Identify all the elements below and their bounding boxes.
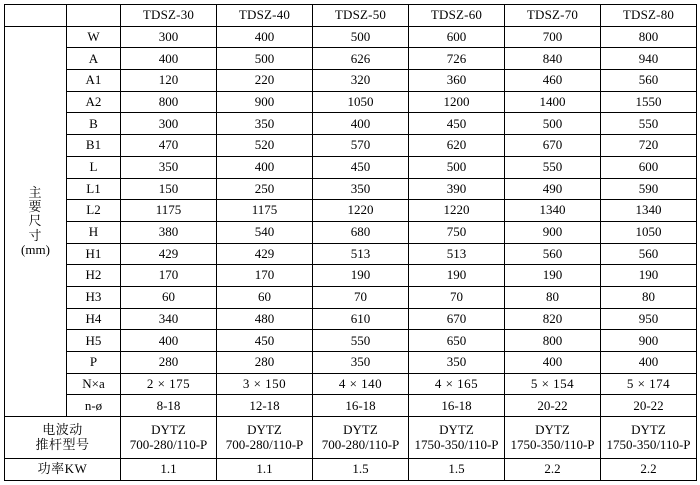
table-row	[5, 200, 697, 222]
cell-value: 400	[313, 113, 409, 135]
cell-value: 750	[409, 221, 505, 243]
cell-value: 2 × 175	[121, 373, 217, 395]
table-row	[5, 156, 697, 178]
power-row	[5, 459, 697, 481]
param-name: L	[67, 156, 121, 178]
cell-value: 250	[217, 178, 313, 200]
actuator-value-line2: 700-280/110-P	[129, 436, 208, 452]
actuator-row-label	[5, 417, 121, 459]
cell-value: 840	[505, 48, 601, 70]
table-row	[5, 221, 697, 243]
cell-value: 20-22	[505, 395, 601, 417]
table-row	[5, 395, 697, 417]
cell-value: 429	[121, 243, 217, 265]
cell-value: 940	[601, 48, 697, 70]
actuator-value-line1: DYTZ	[247, 422, 282, 438]
cell-value: 280	[217, 352, 313, 374]
cell-value: 360	[409, 70, 505, 92]
cell-value: 600	[601, 156, 697, 178]
model-header-1: TDSZ-30	[121, 5, 217, 27]
cell-value: 560	[601, 243, 697, 265]
cell-value: 590	[601, 178, 697, 200]
cell-value: 540	[217, 221, 313, 243]
param-name: H	[67, 221, 121, 243]
cell-value: 800	[121, 91, 217, 113]
cell-value: 400	[217, 156, 313, 178]
table-row	[5, 70, 697, 92]
cell-value: 4 × 140	[313, 373, 409, 395]
table-row	[5, 26, 697, 48]
cell-value: 16-18	[409, 395, 505, 417]
cell-value: 400	[121, 48, 217, 70]
cell-value: 400	[601, 352, 697, 374]
param-name: L2	[67, 200, 121, 222]
cell-value: 16-18	[313, 395, 409, 417]
param-name: H5	[67, 330, 121, 352]
actuator-value	[217, 417, 313, 459]
cell-value: 900	[505, 221, 601, 243]
cell-value: 190	[505, 265, 601, 287]
actuator-label-line1: 电波动	[42, 422, 83, 438]
cell-value: 4 × 165	[409, 373, 505, 395]
param-name: W	[67, 26, 121, 48]
cell-value: 350	[313, 352, 409, 374]
power-value: 1.1	[217, 459, 313, 481]
cell-value: 450	[217, 330, 313, 352]
actuator-value-line1: DYTZ	[151, 422, 186, 438]
cell-value: 450	[313, 156, 409, 178]
cell-value: 1200	[409, 91, 505, 113]
model-header-5: TDSZ-70	[505, 5, 601, 27]
cell-value: 3 × 150	[217, 373, 313, 395]
cell-value: 500	[217, 48, 313, 70]
model-header-4: TDSZ-60	[409, 5, 505, 27]
cell-value: 470	[121, 135, 217, 157]
cell-value: 400	[217, 26, 313, 48]
cell-value: 950	[601, 308, 697, 330]
cell-value: 460	[505, 70, 601, 92]
cell-value: 700	[505, 26, 601, 48]
cell-value: 570	[313, 135, 409, 157]
cell-value: 1220	[313, 200, 409, 222]
model-header-6: TDSZ-80	[601, 5, 697, 27]
cell-value: 1050	[601, 221, 697, 243]
cell-value: 380	[121, 221, 217, 243]
side-label-char-2: 要	[28, 198, 43, 214]
cell-value: 280	[121, 352, 217, 374]
actuator-value-line1: DYTZ	[535, 422, 570, 438]
table-row	[5, 286, 697, 308]
actuator-value-line2: 700-280/110-P	[321, 436, 400, 452]
table-row	[5, 113, 697, 135]
cell-value: 60	[217, 286, 313, 308]
cell-value: 1175	[217, 200, 313, 222]
header-corner-left	[5, 5, 67, 27]
cell-value: 170	[121, 265, 217, 287]
power-value: 1.5	[409, 459, 505, 481]
actuator-value	[313, 417, 409, 459]
cell-value: 190	[409, 265, 505, 287]
actuator-value-line2: 1750-350/110-P	[606, 436, 691, 452]
cell-value: 1340	[505, 200, 601, 222]
cell-value: 400	[121, 330, 217, 352]
power-value: 2.2	[505, 459, 601, 481]
power-value: 1.5	[313, 459, 409, 481]
header-corner-mid	[67, 5, 121, 27]
cell-value: 12-18	[217, 395, 313, 417]
cell-value: 429	[217, 243, 313, 265]
actuator-value	[505, 417, 601, 459]
table-row	[5, 352, 697, 374]
cell-value: 480	[217, 308, 313, 330]
param-name: A1	[67, 70, 121, 92]
power-value: 2.2	[601, 459, 697, 481]
cell-value: 150	[121, 178, 217, 200]
cell-value: 550	[505, 156, 601, 178]
actuator-value-line2: 1750-350/110-P	[510, 436, 595, 452]
param-name: L1	[67, 178, 121, 200]
cell-value: 600	[409, 26, 505, 48]
cell-value: 800	[601, 26, 697, 48]
cell-value: 450	[409, 113, 505, 135]
side-label-unit: (mm)	[21, 241, 50, 257]
cell-value: 560	[505, 243, 601, 265]
model-header-2: TDSZ-40	[217, 5, 313, 27]
cell-value: 70	[409, 286, 505, 308]
side-label-char-4: 寸	[28, 227, 43, 243]
cell-value: 5 × 174	[601, 373, 697, 395]
cell-value: 610	[313, 308, 409, 330]
cell-value: 670	[505, 135, 601, 157]
table-row	[5, 178, 697, 200]
cell-value: 900	[601, 330, 697, 352]
cell-value: 320	[313, 70, 409, 92]
cell-value: 500	[313, 26, 409, 48]
cell-value: 80	[505, 286, 601, 308]
power-value: 1.1	[121, 459, 217, 481]
cell-value: 190	[601, 265, 697, 287]
cell-value: 190	[313, 265, 409, 287]
model-header-3: TDSZ-50	[313, 5, 409, 27]
cell-value: 5 × 154	[505, 373, 601, 395]
cell-value: 70	[313, 286, 409, 308]
param-name: n-ø	[67, 395, 121, 417]
param-name: H4	[67, 308, 121, 330]
cell-value: 560	[601, 70, 697, 92]
actuator-value	[601, 417, 697, 459]
cell-value: 900	[217, 91, 313, 113]
param-name: H1	[67, 243, 121, 265]
cell-value: 720	[601, 135, 697, 157]
param-name: A2	[67, 91, 121, 113]
cell-value: 1550	[601, 91, 697, 113]
cell-value: 220	[217, 70, 313, 92]
table-row	[5, 91, 697, 113]
table-row	[5, 265, 697, 287]
table-row	[5, 135, 697, 157]
param-name: A	[67, 48, 121, 70]
actuator-value-line1: DYTZ	[343, 422, 378, 438]
cell-value: 400	[505, 352, 601, 374]
cell-value: 1400	[505, 91, 601, 113]
cell-value: 550	[601, 113, 697, 135]
cell-value: 1220	[409, 200, 505, 222]
cell-value: 520	[217, 135, 313, 157]
param-name: H2	[67, 265, 121, 287]
cell-value: 500	[505, 113, 601, 135]
cell-value: 513	[409, 243, 505, 265]
cell-value: 490	[505, 178, 601, 200]
cell-value: 80	[601, 286, 697, 308]
table-row	[5, 243, 697, 265]
cell-value: 390	[409, 178, 505, 200]
side-label-char-3: 尺	[28, 213, 43, 229]
cell-value: 626	[313, 48, 409, 70]
cell-value: 1340	[601, 200, 697, 222]
param-name: N×a	[67, 373, 121, 395]
cell-value: 513	[313, 243, 409, 265]
cell-value: 800	[505, 330, 601, 352]
cell-value: 726	[409, 48, 505, 70]
cell-value: 1050	[313, 91, 409, 113]
side-label-main-dimensions	[5, 26, 67, 416]
actuator-value-line2: 1750-350/110-P	[414, 436, 499, 452]
cell-value: 680	[313, 221, 409, 243]
cell-value: 300	[121, 26, 217, 48]
power-row-label: 功率KW	[5, 459, 121, 481]
cell-value: 550	[313, 330, 409, 352]
cell-value: 120	[121, 70, 217, 92]
cell-value: 60	[121, 286, 217, 308]
actuator-value-line1: DYTZ	[631, 422, 666, 438]
side-label-char-1: 主	[28, 184, 43, 200]
cell-value: 8-18	[121, 395, 217, 417]
cell-value: 350	[313, 178, 409, 200]
cell-value: 350	[121, 156, 217, 178]
cell-value: 300	[121, 113, 217, 135]
cell-value: 20-22	[601, 395, 697, 417]
param-name: H3	[67, 286, 121, 308]
actuator-value-line1: DYTZ	[439, 422, 474, 438]
actuator-label-line2: 推杆型号	[35, 436, 90, 452]
actuator-value	[121, 417, 217, 459]
param-name: P	[67, 352, 121, 374]
table-row	[5, 373, 697, 395]
table-row	[5, 308, 697, 330]
specification-table	[4, 4, 697, 481]
param-name: B1	[67, 135, 121, 157]
cell-value: 340	[121, 308, 217, 330]
param-name: B	[67, 113, 121, 135]
actuator-row	[5, 417, 697, 459]
cell-value: 670	[409, 308, 505, 330]
cell-value: 500	[409, 156, 505, 178]
cell-value: 170	[217, 265, 313, 287]
table-header-row	[5, 5, 697, 27]
actuator-value	[409, 417, 505, 459]
cell-value: 820	[505, 308, 601, 330]
cell-value: 350	[217, 113, 313, 135]
table-row	[5, 330, 697, 352]
cell-value: 650	[409, 330, 505, 352]
cell-value: 620	[409, 135, 505, 157]
cell-value: 350	[409, 352, 505, 374]
cell-value: 1175	[121, 200, 217, 222]
actuator-value-line2: 700-280/110-P	[225, 436, 304, 452]
table-row	[5, 48, 697, 70]
